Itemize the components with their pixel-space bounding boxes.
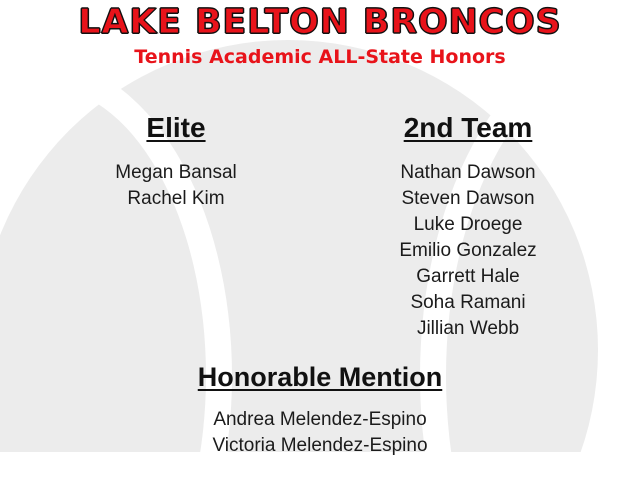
list-item: Soha Ramani [410, 292, 526, 313]
section-honorable-mention [120, 362, 520, 459]
section-second-team-list [332, 160, 604, 342]
section-elite [46, 112, 306, 212]
list-item: Steven Dawson [401, 188, 535, 209]
list-item: Nathan Dawson [400, 162, 536, 183]
poster-subtitle: Tennis Academic ALL-State Honors [134, 46, 506, 68]
section-elite-heading: Elite [146, 112, 206, 143]
list-item: Rachel Kim [127, 188, 225, 209]
list-item: Victoria Melendez-Espino [212, 435, 428, 456]
section-honorable-mention-heading: Honorable Mention [197, 362, 443, 392]
section-honorable-mention-list [120, 407, 520, 459]
list-item: Megan Bansal [115, 162, 237, 183]
poster-title: LAKE BELTON BRONCOS [78, 2, 562, 42]
list-item: Jillian Webb [416, 318, 520, 339]
list-item: Garrett Hale [416, 266, 520, 287]
section-elite-list [46, 160, 306, 212]
list-item: Andrea Melendez-Espino [213, 409, 427, 430]
list-item: Emilio Gonzalez [399, 240, 537, 261]
section-second-team-heading: 2nd Team [403, 112, 533, 143]
section-second-team [332, 112, 604, 342]
list-item: Luke Droege [413, 214, 523, 235]
